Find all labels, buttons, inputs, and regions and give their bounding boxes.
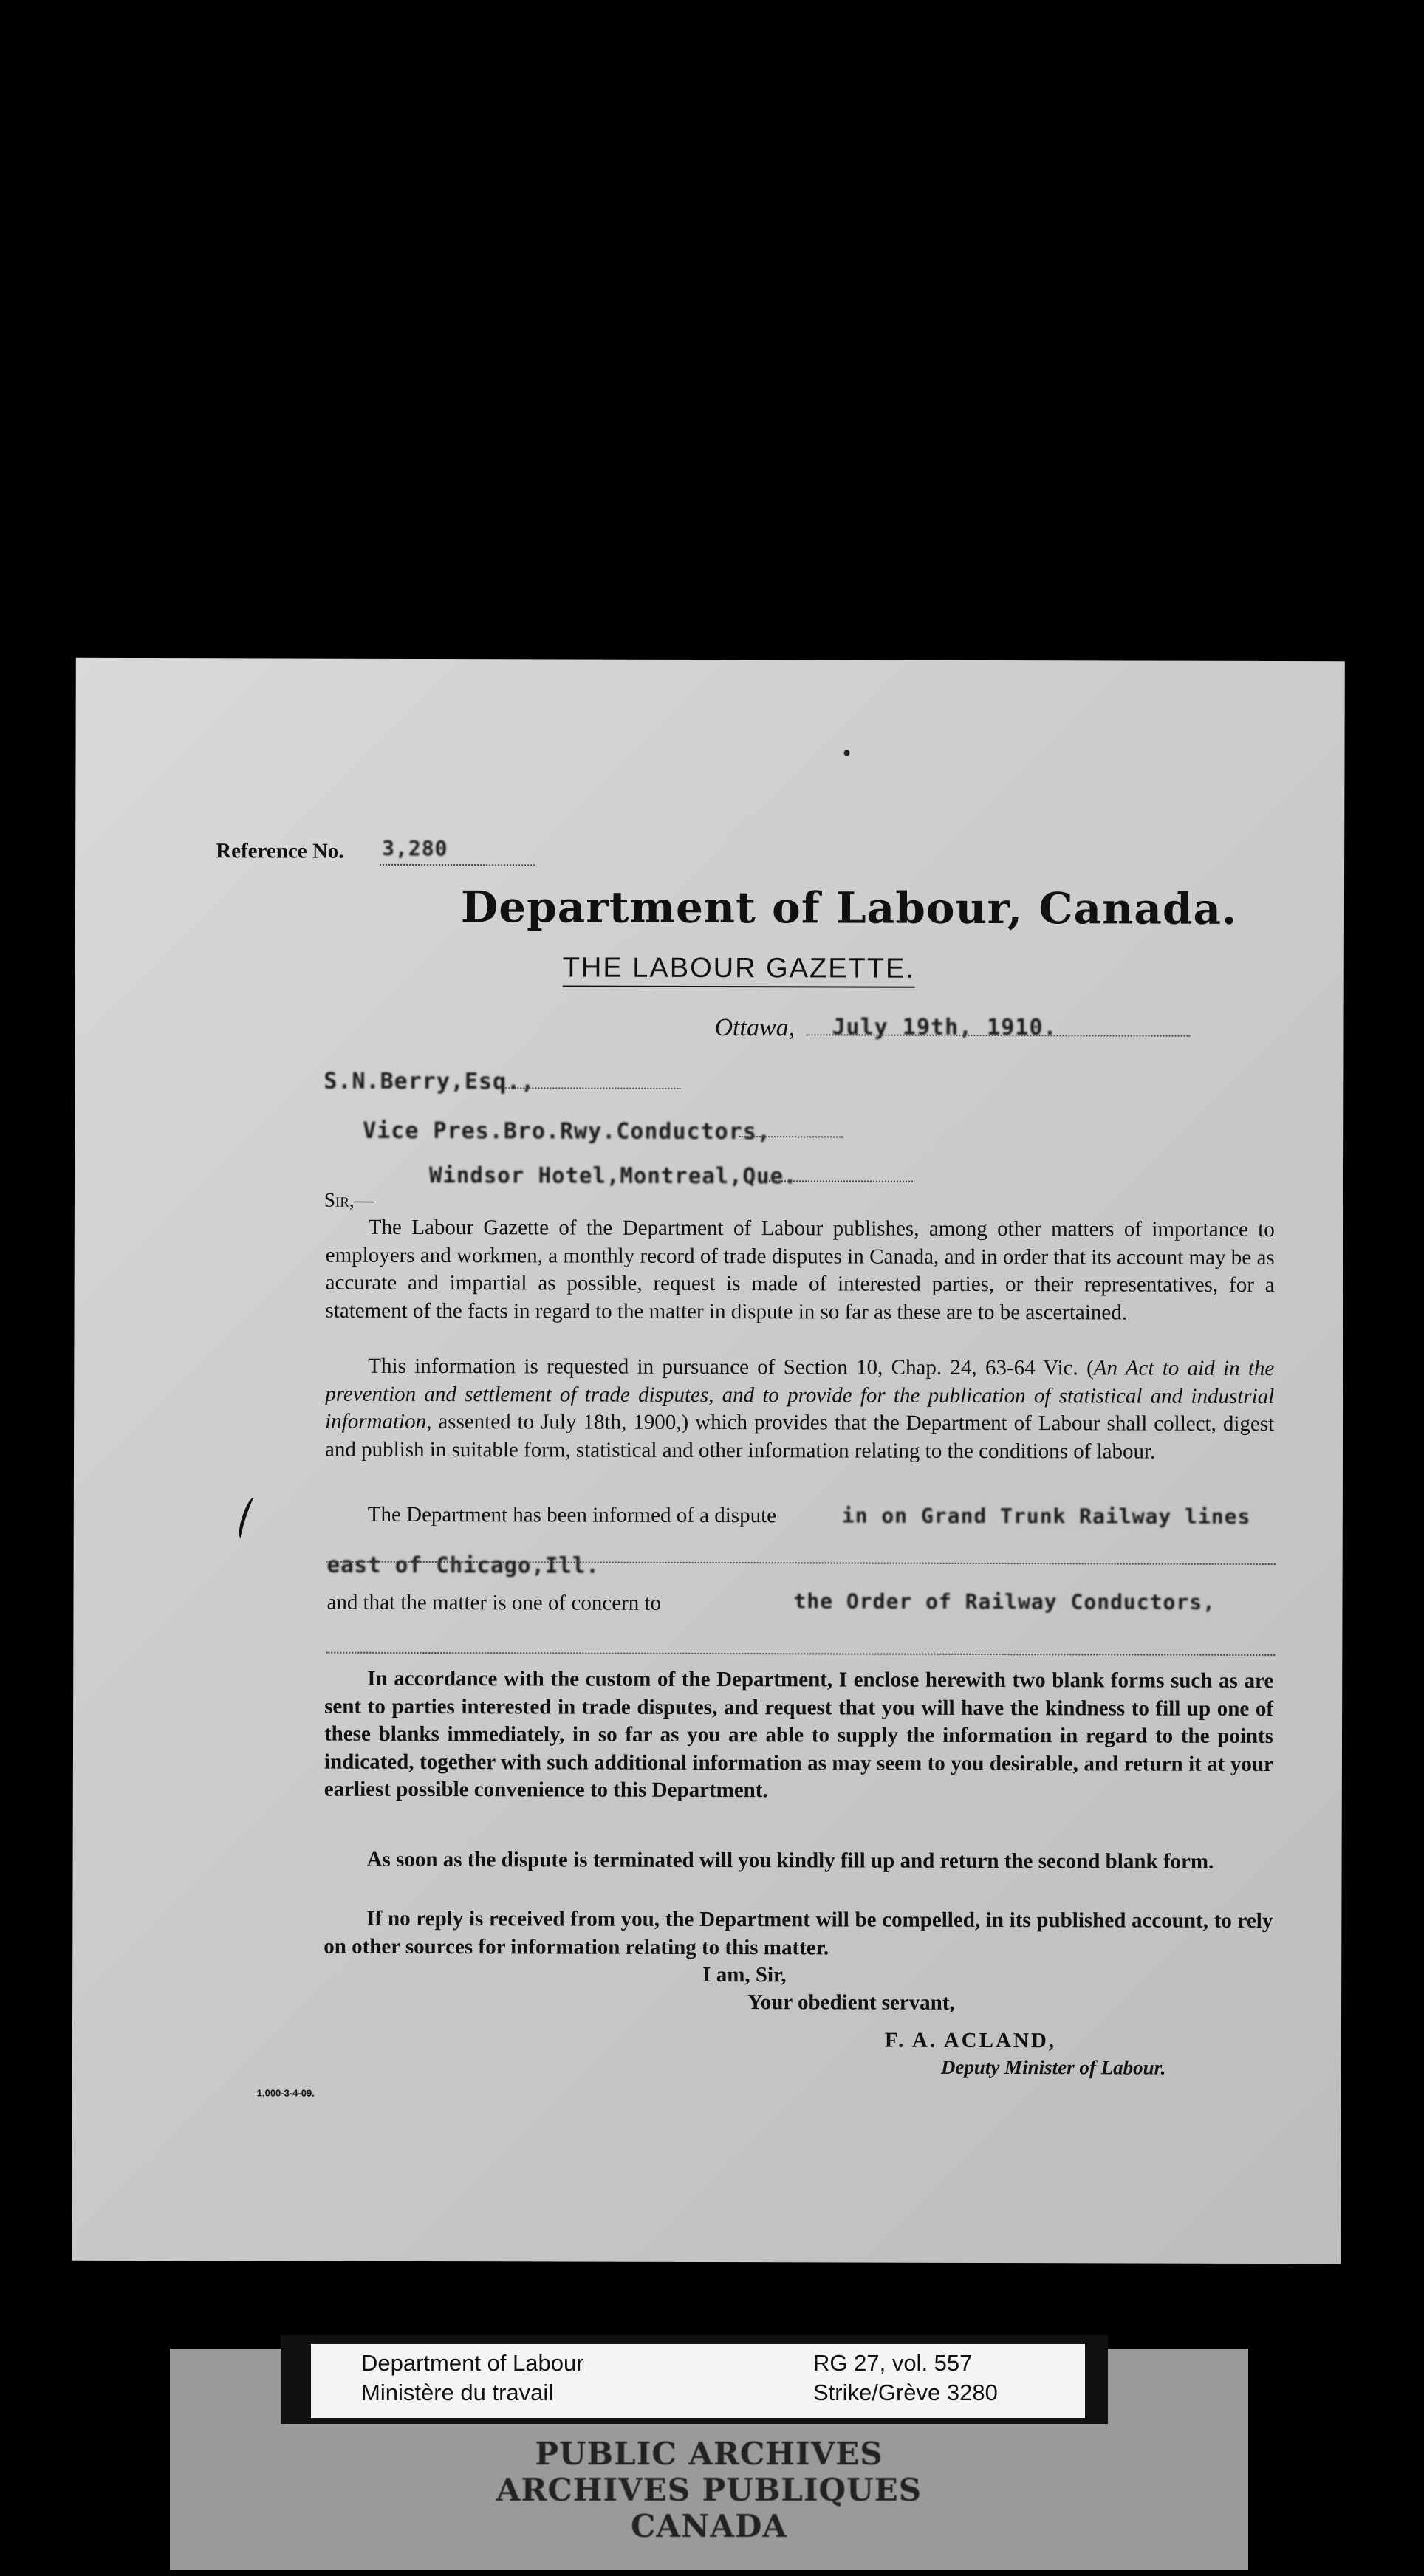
paragraph-4: As soon as the dispute is terminated will you kindly fill up and return the second blank form.	[366, 1847, 1214, 1874]
margin-mark	[236, 1496, 259, 1540]
reference-value: 3,280	[382, 835, 448, 861]
reference-label: Reference No.	[216, 839, 344, 863]
addressee-name: S.N.Berry,Esq.,	[324, 1068, 535, 1095]
paragraph-2	[325, 1353, 1274, 1466]
archive-strike-number: Strike/Grève 3280	[813, 2380, 998, 2405]
stamp-line-2: ARCHIVES PUBLIQUES	[496, 2472, 922, 2508]
paragraph-2-act-title: An Act to aid in the prevention and settlement of trade disputes, and to provide for the publication of statistical and industrial information,	[325, 1356, 1275, 1434]
paragraph-3: In accordance with the custom of the Department, I enclose herewith two blank forms such as are sent to parties interested in trade disputes, and request that you will have the kindness to fill up one of these blanks immediately, in so far as you are able to supply the information in regard to the points indicated, together with such additional information as may seem to you desirable, and return it at your earliest possible convenience to this Department.	[324, 1666, 1274, 1803]
print-code: 1,000-3-4-09.	[256, 2087, 315, 2099]
salutation: Sir,—	[324, 1188, 374, 1211]
archives-stamp	[487, 2436, 931, 2544]
archive-label	[307, 2340, 1089, 2422]
paragraph-2-text-end: assented to July 18th, 1900,) which provides that the Department of Labour shall collect, digest and publish in suitable form, statistical and other information relating to the conditions of labour.	[324, 1410, 1275, 1464]
dispute-label: The Department has been informed of a dispute	[367, 1502, 777, 1528]
place-label: Ottawa,	[714, 1014, 795, 1042]
dispute-value-2: east of Chicago,Ill.	[326, 1552, 600, 1578]
signer-name: F. A. ACLAND,	[884, 2028, 1057, 2053]
addressee-title: Vice Pres.Bro.Rwy.Conductors,	[363, 1117, 772, 1145]
letter-page	[72, 658, 1345, 2264]
concern-label: and that the matter is one of concern to	[326, 1590, 662, 1615]
stamp-line-3: CANADA	[630, 2508, 787, 2544]
archive-reference: RG 27, vol. 557	[813, 2350, 973, 2376]
addressee-address: Windsor Hotel,Montreal,Que.	[428, 1162, 798, 1189]
dispute-value-1: in on Grand Trunk Railway lines	[841, 1503, 1251, 1529]
department-heading: Department of Labour, Canada.	[460, 882, 1238, 934]
paragraph-1: The Labour Gazette of the Department of Labour publishes, among other matters of importance to employers and workmen, a monthly record of trade disputes in Canada, and in order that its account may be as accurate and impartial as possible, request is made of interested parties, or their representatives, for a statement of the facts in regard to the matter in dispute in so far as these are to be ascertained.	[325, 1215, 1275, 1324]
concern-value: the Order of Railway Conductors,	[793, 1589, 1216, 1614]
gazette-title: THE LABOUR GAZETTE.	[563, 952, 915, 987]
reference-line	[380, 864, 535, 866]
concern-line	[326, 1652, 1275, 1656]
signer-title: Deputy Minister of Labour.	[940, 2055, 1166, 2079]
stamp-line-1: PUBLIC ARCHIVES	[535, 2436, 883, 2472]
paragraph-5: If no reply is received from you, the Department will be compelled, in its published account, to rely on other sources for information relating to this matter.	[324, 1906, 1273, 1959]
letter-date: July 19th, 1910.	[832, 1014, 1058, 1041]
punch-mark	[843, 750, 849, 756]
archive-department-fr: Ministère du travail	[361, 2380, 554, 2405]
closing-line-2: Your obedient servant,	[747, 1990, 955, 2015]
archive-department-en: Department of Labour	[361, 2350, 584, 2376]
paragraph-2-text: This information is requested in pursuance of Section 10, Chap. 24, 63-64 Vic. (	[368, 1354, 1094, 1380]
addressee-title-line	[739, 1136, 843, 1137]
closing-line-1: I am, Sir,	[702, 1962, 787, 1987]
